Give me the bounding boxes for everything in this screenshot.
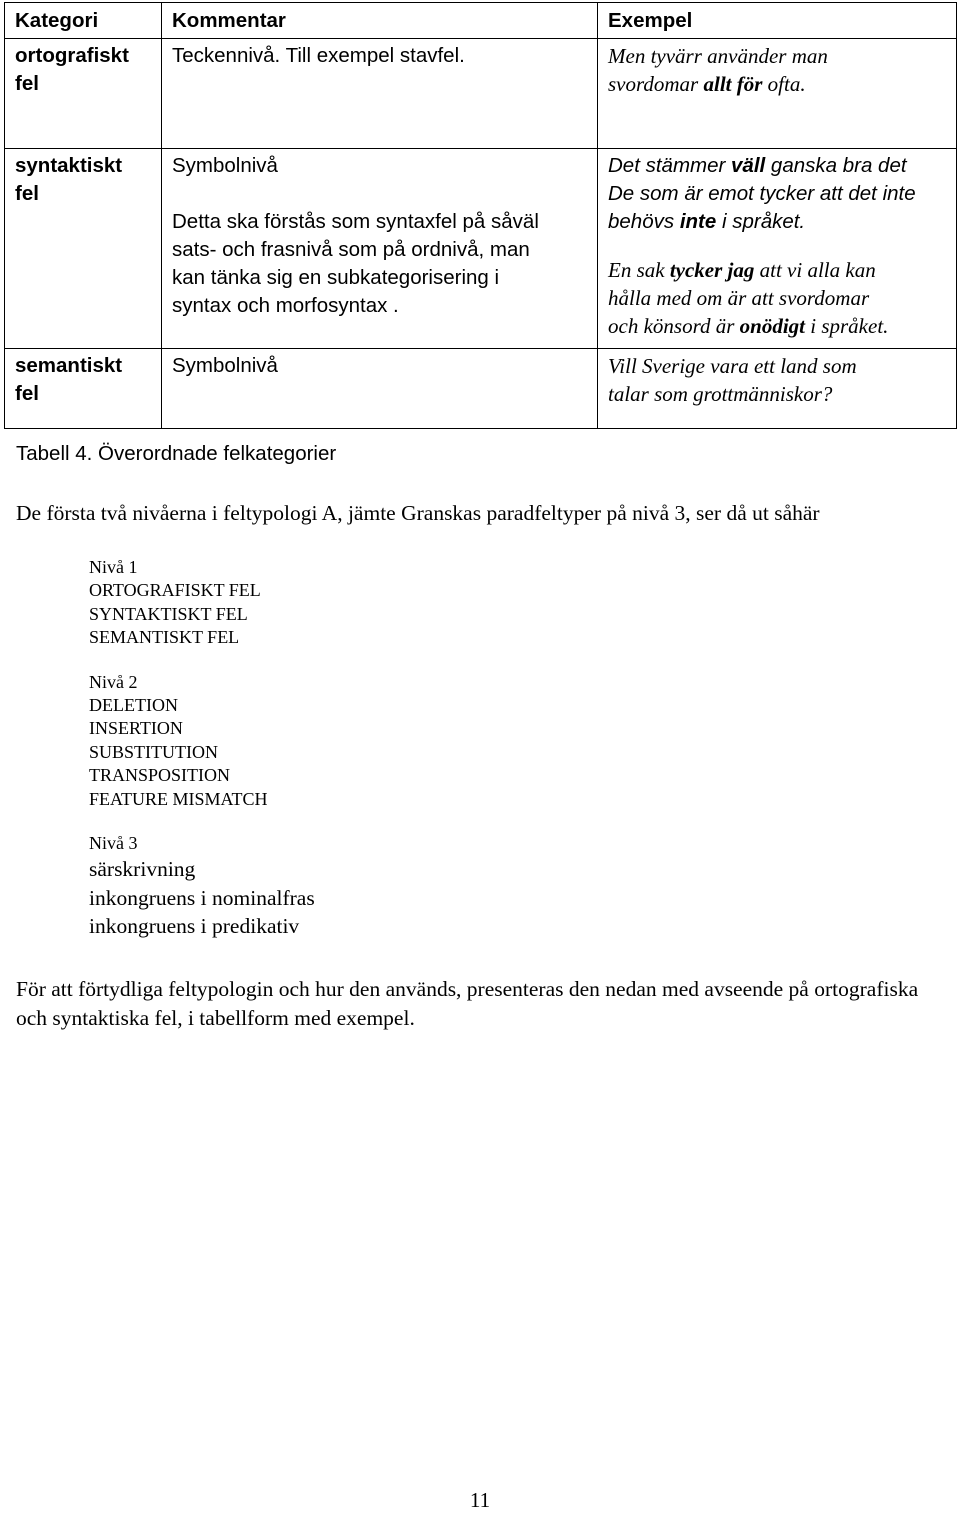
example-text: Men tyvärr använder man <box>608 44 828 68</box>
example-text: i språket. <box>805 314 889 338</box>
table-header-row <box>5 3 957 39</box>
level-heading: Nivå 1 <box>89 557 138 577</box>
example-cell <box>598 149 957 349</box>
example-block <box>608 352 946 408</box>
intro-paragraph: De första två nivåerna i feltypologi A, jämte Granskas paradfeltyper på nivå 3, ser då ut såhär <box>16 501 820 525</box>
level-item: TRANSPOSITION <box>89 765 231 785</box>
level-item: INSERTION <box>89 718 183 738</box>
level-item: FEATURE MISMATCH <box>89 788 268 809</box>
example-highlight: väll <box>731 154 766 177</box>
example-line <box>608 208 946 236</box>
level-group <box>89 555 315 650</box>
example-text: Vill Sverige vara ett land som <box>608 354 857 378</box>
example-text: i språket. <box>716 210 806 233</box>
category-line: fel <box>15 382 39 405</box>
level-heading: Nivå 2 <box>89 671 138 692</box>
example-line <box>608 284 946 312</box>
example-highlight: tycker jag <box>669 258 755 282</box>
example-cell <box>598 39 957 149</box>
example-line <box>608 70 946 98</box>
category-table <box>4 2 957 429</box>
example-line <box>608 180 946 208</box>
example-highlight: onödigt <box>739 314 805 338</box>
example-text: svordomar <box>608 72 704 96</box>
comment-line: Teckennivå. Till exempel stavfel. <box>172 44 465 67</box>
table-caption: Tabell 4. Överordnade felkategorier <box>16 442 337 465</box>
example-text: ganska bra det <box>765 154 907 177</box>
table-row <box>5 149 957 349</box>
example-text: att vi alla kan <box>754 258 876 282</box>
example-line <box>608 152 946 180</box>
example-line <box>608 256 946 284</box>
category-line: syntaktiskt <box>15 154 123 177</box>
page-number: 11 <box>469 1488 491 1512</box>
category-cell <box>5 349 162 429</box>
example-cell <box>598 349 957 429</box>
category-line: semantiskt <box>15 354 123 377</box>
comment-line: Symbolnivå <box>172 354 278 377</box>
level-item: DELETION <box>89 694 178 715</box>
table-row <box>5 39 957 149</box>
example-text: talar som grottmänniskor? <box>608 382 833 406</box>
category-cell <box>5 39 162 149</box>
comment-cell <box>162 39 598 149</box>
comment-line: syntax och morfosyntax . <box>172 294 399 317</box>
category-line: fel <box>15 182 39 205</box>
level-heading: Nivå 3 <box>89 833 138 853</box>
example-block <box>608 152 946 236</box>
example-text: ofta. <box>762 72 806 96</box>
example-highlight: allt för <box>703 72 763 96</box>
comment-title: Symbolnivå <box>172 154 278 177</box>
level-item: inkongruens i nominalfras <box>89 885 315 910</box>
comment-line: sats- och frasnivå som på ordnivå, man <box>172 238 530 261</box>
category-line: ortografiskt <box>15 44 129 67</box>
example-text: Det stämmer <box>608 154 732 177</box>
header-kommentar: Kommentar <box>162 3 598 39</box>
table-row <box>5 349 957 429</box>
comment-cell <box>162 349 598 429</box>
level-item: inkongruens i predikativ <box>89 914 300 938</box>
example-line <box>608 352 946 380</box>
level-group <box>89 670 315 812</box>
level-item: SEMANTISKT FEL <box>89 627 240 647</box>
comment-line: kan tänka sig en subkategorisering i <box>172 266 500 289</box>
example-text: En sak <box>608 258 670 282</box>
header-kategori: Kategori <box>5 3 162 39</box>
example-text: De som är emot tycker att det inte <box>608 182 916 205</box>
example-text: hålla med om är att svordomar <box>608 286 870 310</box>
level-item: ORTOGRAFISKT FEL <box>89 580 261 600</box>
header-exempel: Exempel <box>598 3 957 39</box>
category-cell <box>5 149 162 349</box>
level-item: SUBSTITUTION <box>89 741 218 762</box>
example-line <box>608 42 946 70</box>
example-highlight: inte <box>679 210 717 233</box>
example-line <box>608 312 946 340</box>
level-item: särskrivning <box>89 857 196 881</box>
level-group <box>89 831 315 941</box>
comment-line: Detta ska förstås som syntaxfel på såväl <box>172 210 539 233</box>
example-line <box>608 380 946 408</box>
comment-cell <box>162 149 598 349</box>
closing-paragraph: För att förtydliga feltypologin och hur den används, presenteras den nedan med avseende på ortografiska och syntaktiska fel, i tabellform med exempel. <box>16 977 919 1030</box>
level-list <box>89 555 315 941</box>
example-text: och könsord är <box>608 314 740 338</box>
example-text: behövs <box>608 210 680 233</box>
category-line: fel <box>15 72 39 95</box>
example-block <box>608 42 946 98</box>
example-block <box>608 256 946 340</box>
level-item: SYNTAKTISKT FEL <box>89 603 248 624</box>
